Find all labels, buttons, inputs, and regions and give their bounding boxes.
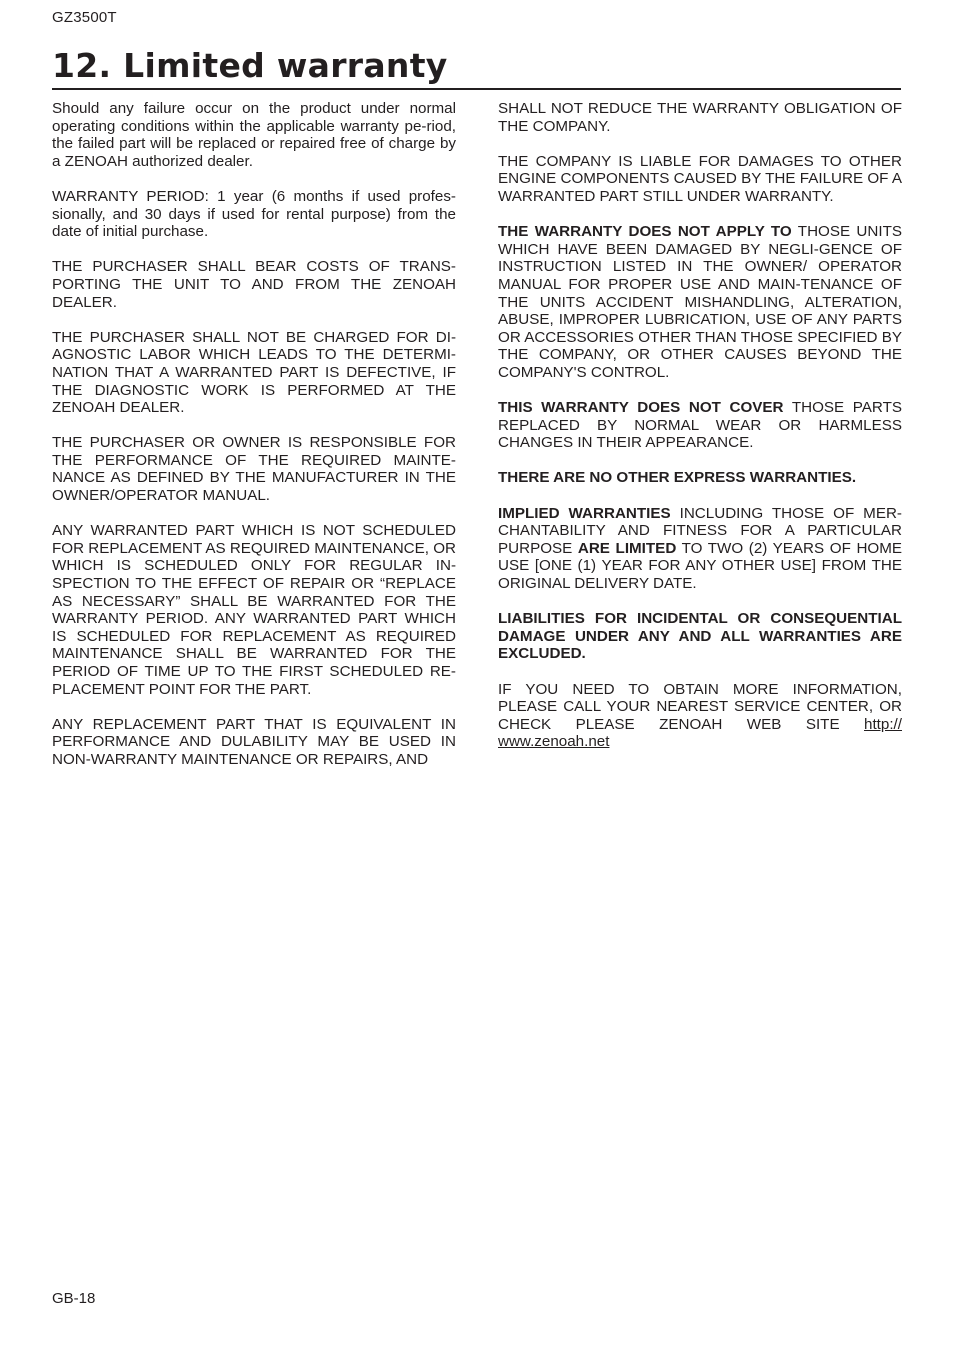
more-information-text: IF YOU NEED TO OBTAIN MORE INFORMATION, PLEASE CALL YOUR NEAREST SERVICE CENTER, OR CHECK PLEASE ZENOAH WEB SITE — [498, 680, 902, 733]
are-limited-heading: ARE LIMITED — [577, 539, 677, 557]
not-cover-heading: THIS WARRANTY DOES NOT COVER — [498, 399, 784, 417]
page-number: GB-18 — [52, 1290, 96, 1307]
not-apply-heading: THE WARRANTY DOES NOT APPLY TO — [498, 223, 792, 241]
right-column — [498, 100, 902, 769]
warranty-period-paragraph — [52, 188, 456, 241]
not-apply-paragraph — [498, 223, 902, 381]
title-divider — [52, 88, 901, 90]
page-title: 12. Limited warranty — [52, 46, 448, 85]
more-information-paragraph — [498, 681, 902, 751]
replacement-part-paragraph: ANY REPLACEMENT PART THAT IS EQUIVALENT IN PERFORMANCE AND DULABILITY MAY BE USED IN NON-WARRANTY MAINTENANCE OR REPAIRS, AND — [52, 715, 456, 768]
company-liability-paragraph: THE COMPANY IS LIABLE FOR DAMAGES TO OTHER ENGINE COMPONENTS CAUSED BY THE FAILURE OF A WARRANTED PART STILL UNDER WARRANTY. — [498, 152, 902, 205]
not-cover-text: THOSE PARTS REPLACED BY NORMAL WEAR OR HARMLESS CHANGES IN THEIR APPEARANCE. — [498, 399, 902, 452]
implied-warranties-heading: IMPLIED WARRANTIES — [498, 504, 671, 522]
liabilities-text: LIABILITIES FOR INCIDENTAL OR CONSEQUENTIAL DAMAGE UNDER ANY AND ALL WARRANTIES ARE EXCLUDED. — [498, 610, 902, 663]
liabilities-paragraph — [498, 610, 902, 663]
zenoah-website-link[interactable]: http:// www.zenoah.net — [498, 715, 902, 751]
owner-responsibility-paragraph: THE PURCHASER OR OWNER IS RESPONSIBLE FOR THE PERFORMANCE OF THE REQUIRED MAINTE-NANCE AS DEFINED BY THE MANUFACTURER IN THE OWNER/OPERATOR MANUAL. — [52, 434, 456, 505]
diagnostic-labor-paragraph: THE PURCHASER SHALL NOT BE CHARGED FOR DI-AGNOSTIC LABOR WHICH LEADS TO THE DETERMI-NATION THAT A WARRANTED PART IS DEFECTIVE, IF THE DIAGNOSTIC WORK IS PERFORMED AT THE ZENOAH DEALER. — [52, 328, 456, 417]
implied-warranties-paragraph — [498, 505, 902, 593]
transport-cost-paragraph: THE PURCHASER SHALL BEAR COSTS OF TRANS-PORTING THE UNIT TO AND FROM THE ZENOAH DEALER. — [52, 258, 456, 311]
not-apply-text: THOSE UNITS WHICH HAVE BEEN DAMAGED BY NEGLI-GENCE OF INSTRUCTION LISTED IN THE OWNER/ OPERATOR MANUAL FOR PROPER USE AND MAIN-TENANCE OF THE UNITS ACCIDENT MISHANDLING, ALTERATION, ABUSE, IMPROPER LUBRICATION, USE OF ANY PARTS OR ACCESSORIES OTHER THAN THOSE SPECIFIED BY THE COMPANY, OR OTHER CAUSES BEYOND THE COMPANY'S CONTROL. — [498, 223, 902, 381]
not-cover-paragraph — [498, 399, 902, 452]
model-number: GZ3500T — [52, 9, 117, 26]
implied-warranties-text-b: TO TWO (2) YEARS OF HOME USE [ONE (1) YEAR FOR ANY OTHER USE] FROM THE ORIGINAL DELIVERY DATE. — [498, 539, 903, 593]
warranted-part-paragraph: ANY WARRANTED PART WHICH IS NOT SCHEDULED FOR REPLACEMENT AS REQUIRED MAINTENANCE, OR WHICH IS SCHEDULED ONLY FOR REGULAR IN-SPECTION TO THE EFFECT OF REPAIR OR “REPLACE AS NECESSARY” SHALL BE WARRANTED FOR THE WARRANTY PERIOD. ANY WARRANTED PART WHICH IS SCHEDULED FOR REPLACEMENT AS REQUIRED MAINTENANCE SHALL BE WARRANTED FOR THE PERIOD OF TIME UP TO THE FIRST SCHEDULED RE-PLACEMENT POINT FOR THE PART. — [52, 522, 456, 698]
no-express-warranties-text: THERE ARE NO OTHER EXPRESS WARRANTIES. — [498, 469, 857, 487]
warranty-period-text: 1 year (6 months if used profes-sionally, and 30 days if used for rental purpose) from the date of initial purchase. — [52, 187, 456, 241]
left-column — [52, 100, 456, 786]
implied-warranties-text-a: INCLUDING THOSE OF MER-CHANTABILITY AND FITNESS FOR A PARTICULAR PURPOSE — [498, 504, 902, 557]
warranty-obligation-paragraph: SHALL NOT REDUCE THE WARRANTY OBLIGATION OF THE COMPANY. — [498, 100, 902, 135]
no-express-warranties-paragraph — [498, 469, 902, 487]
warranty-period-label: WARRANTY PERIOD: — [52, 187, 209, 205]
intro-paragraph: Should any failure occur on the product under normal operating conditions within the applicable warranty pe-riod, the failed part will be replaced or repaired free of charge by a ZENOAH authorized dealer. — [52, 100, 456, 170]
